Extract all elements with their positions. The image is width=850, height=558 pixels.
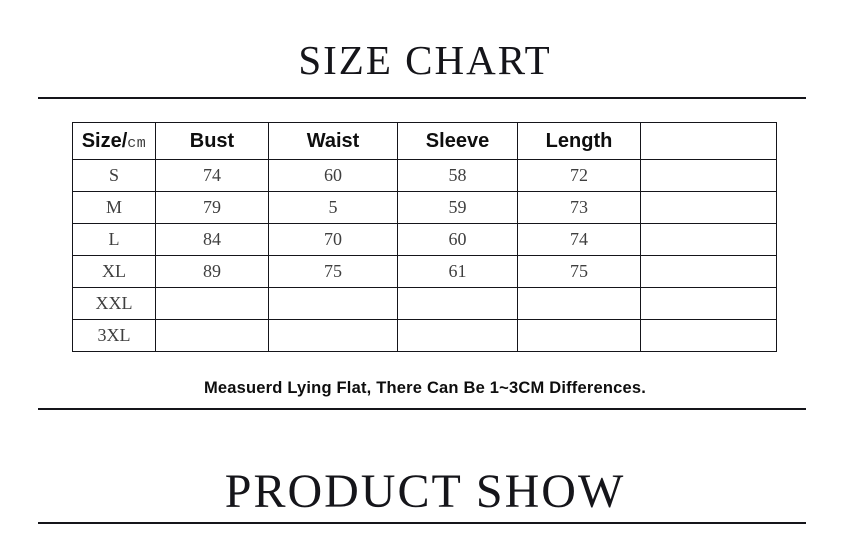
divider-under-product-show-title xyxy=(38,522,806,524)
size-chart-title: SIZE CHART xyxy=(298,37,552,83)
table-row-xxl xyxy=(73,288,777,320)
extra-cell xyxy=(641,160,777,192)
waist-cell: 60 xyxy=(269,160,398,192)
length-cell: 75 xyxy=(518,256,641,288)
product-show-title: PRODUCT SHOW xyxy=(224,465,626,518)
length-cell xyxy=(518,320,641,352)
bust-cell xyxy=(156,288,269,320)
bust-cell: 79 xyxy=(156,192,269,224)
table-row-s xyxy=(73,160,777,192)
size-cell: XXL xyxy=(73,288,156,320)
sleeve-cell: 58 xyxy=(398,160,518,192)
sleeve-cell: 61 xyxy=(398,256,518,288)
bust-cell: 89 xyxy=(156,256,269,288)
column-header-sleeve: Sleeve xyxy=(398,123,518,160)
waist-cell xyxy=(269,288,398,320)
table-row-xl xyxy=(73,256,777,288)
bust-cell: 74 xyxy=(156,160,269,192)
column-header-empty xyxy=(641,123,777,160)
bust-cell xyxy=(156,320,269,352)
extra-cell xyxy=(641,224,777,256)
size-unit-label: cm xyxy=(127,134,147,152)
size-chart-table xyxy=(72,122,777,352)
length-cell xyxy=(518,288,641,320)
column-header-length: Length xyxy=(518,123,641,160)
bust-cell: 84 xyxy=(156,224,269,256)
extra-cell xyxy=(641,192,777,224)
size-cell: L xyxy=(73,224,156,256)
divider-under-note xyxy=(38,408,806,410)
length-cell: 74 xyxy=(518,224,641,256)
waist-cell: 75 xyxy=(269,256,398,288)
size-cell: S xyxy=(73,160,156,192)
waist-cell: 5 xyxy=(269,192,398,224)
waist-cell xyxy=(269,320,398,352)
table-row-3xl xyxy=(73,320,777,352)
divider-under-size-chart-title xyxy=(38,97,806,99)
size-cell: XL xyxy=(73,256,156,288)
extra-cell xyxy=(641,320,777,352)
length-cell: 73 xyxy=(518,192,641,224)
table-header-row xyxy=(73,123,777,160)
extra-cell xyxy=(641,288,777,320)
table-row-l xyxy=(73,224,777,256)
sleeve-cell: 60 xyxy=(398,224,518,256)
measurement-note: Measuerd Lying Flat, There Can Be 1~3CM Differences. xyxy=(203,379,647,397)
column-header-bust: Bust xyxy=(156,123,269,160)
sleeve-cell: 59 xyxy=(398,192,518,224)
sleeve-cell xyxy=(398,288,518,320)
column-header-size xyxy=(73,123,156,160)
length-cell: 72 xyxy=(518,160,641,192)
waist-cell: 70 xyxy=(269,224,398,256)
table-row-m xyxy=(73,192,777,224)
sleeve-cell xyxy=(398,320,518,352)
size-cell: 3XL xyxy=(73,320,156,352)
column-header-waist: Waist xyxy=(269,123,398,160)
extra-cell xyxy=(641,256,777,288)
size-cell: M xyxy=(73,192,156,224)
size-label: Size/ xyxy=(81,129,128,152)
